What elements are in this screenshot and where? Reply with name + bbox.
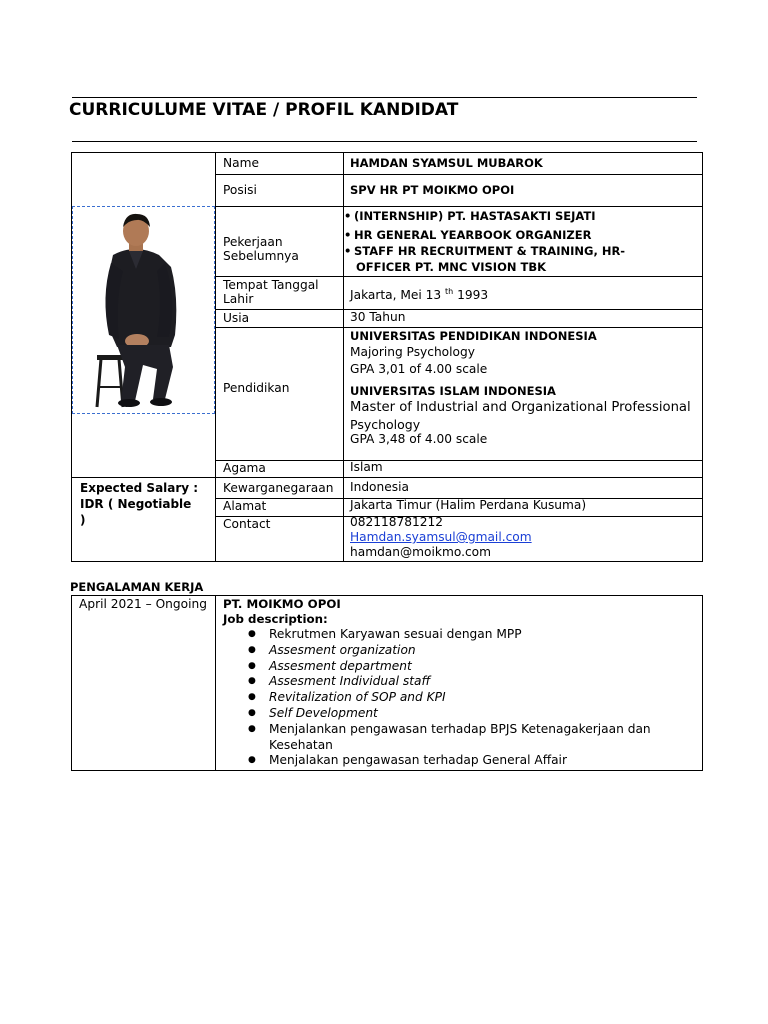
- age-value: 30 Tahun: [350, 310, 406, 324]
- prev-job-item-continued: OFFICER PT. MNC VISION TBK: [356, 260, 546, 274]
- row-line: [215, 460, 703, 461]
- title-underline: [72, 141, 697, 142]
- label-line: Pekerjaan: [223, 235, 283, 249]
- birth-place-date: Jakarta, Mei 13: [350, 288, 442, 303]
- duty-item: ● Assesment Individual staff: [242, 674, 702, 690]
- citizenship-label: Kewarganegaraan: [223, 481, 334, 495]
- birth-label: [223, 278, 319, 306]
- col-divider-1: [215, 153, 216, 562]
- experience-company: PT. MOIKMO OPOI: [223, 597, 341, 611]
- duty-item: ● Assesment department: [242, 659, 702, 675]
- name-value: HAMDAN SYAMSUL MUBAROK: [350, 156, 543, 170]
- row-line: [215, 174, 703, 175]
- school-major: Psychology: [350, 417, 421, 432]
- position-value: SPV HR PT MOIKMO OPOI: [350, 183, 515, 197]
- prev-job-item: • STAFF HR RECRUITMENT & TRAINING, HR-: [344, 244, 626, 258]
- page-title: CURRICULUME VITAE / PROFIL KANDIDAT: [69, 100, 459, 120]
- duty-item: ● Assesment organization: [242, 643, 702, 659]
- duties-list: [242, 627, 702, 769]
- salary-line: IDR ( Negotiable: [80, 497, 192, 511]
- prev-jobs-label: [223, 235, 299, 263]
- job-description-label: Job description:: [223, 612, 328, 626]
- experience-period: April 2021 – Ongoing: [79, 597, 207, 611]
- prev-job-item: • HR GENERAL YEARBOOK ORGANIZER: [344, 228, 592, 242]
- label-line: Lahir: [223, 292, 254, 306]
- school-major: Master of Industrial and Organizational Professional: [350, 400, 691, 415]
- duty-item: ● Rekrutmen Karyawan sesuai dengan MPP: [242, 627, 702, 643]
- row-line: [215, 309, 703, 310]
- exp-col-divider: [215, 596, 216, 771]
- duty-item: ● Self Development: [242, 706, 702, 722]
- top-rule: [72, 97, 697, 98]
- school-name: UNIVERSITAS PENDIDIKAN INDONESIA: [350, 329, 597, 343]
- row-line: [215, 327, 703, 328]
- prev-job-text: STAFF HR RECRUITMENT & TRAINING, HR-: [354, 244, 626, 258]
- school-major: Majoring Psychology: [350, 345, 475, 359]
- religion-label: Agama: [223, 461, 266, 475]
- duty-item: ● Revitalization of SOP and KPI: [242, 690, 702, 706]
- salary-line: Expected Salary :: [80, 481, 199, 495]
- age-label: Usia: [223, 311, 250, 325]
- prev-job-text: HR GENERAL YEARBOOK ORGANIZER: [354, 228, 592, 242]
- duty-item: ● Menjalankan pengawasan terhadap BPJS Ketenagakerjaan dan Kesehatan: [242, 722, 702, 754]
- education-label: Pendidikan: [223, 381, 290, 395]
- label-line: Sebelumnya: [223, 249, 299, 263]
- school-name: UNIVERSITAS ISLAM INDONESIA: [350, 384, 556, 398]
- contact-value: [350, 515, 532, 560]
- email-link[interactable]: Hamdan.syamsul@gmail.com: [350, 530, 532, 544]
- email-text: hamdan@moikmo.com: [350, 545, 491, 559]
- birth-year: 1993: [457, 288, 489, 303]
- prev-job-text: (INTERNSHIP) PT. HASTASAKTI SEJATI: [354, 209, 596, 223]
- school-gpa: GPA 3,48 of 4.00 scale: [350, 432, 488, 446]
- expected-salary: [80, 480, 210, 528]
- profile-table: [71, 152, 703, 562]
- birth-value: [350, 284, 488, 303]
- name-label: Name: [223, 156, 259, 170]
- school-gpa: GPA 3,01 of 4.00 scale: [350, 362, 488, 376]
- candidate-photo: [72, 206, 215, 414]
- salary-line: ): [80, 513, 86, 527]
- address-value: Jakarta Timur (Halim Perdana Kusuma): [350, 498, 587, 512]
- experience-heading: PENGALAMAN KERJA: [70, 580, 204, 594]
- birth-ordinal: th: [445, 287, 454, 296]
- phone-number: 082118781212: [350, 515, 444, 529]
- row-line: [72, 477, 703, 478]
- duty-item: ● Menjalakan pengawasan terhadap General Affair: [242, 753, 702, 769]
- address-label: Alamat: [223, 499, 267, 513]
- citizenship-value: Indonesia: [350, 480, 409, 494]
- prev-job-item: • (INTERNSHIP) PT. HASTASAKTI SEJATI: [344, 209, 596, 223]
- row-line: [215, 206, 703, 207]
- experience-table: [71, 595, 703, 771]
- row-line: [215, 276, 703, 277]
- contact-label: Contact: [223, 517, 271, 531]
- position-label: Posisi: [223, 183, 257, 197]
- label-line: Tempat Tanggal: [223, 278, 319, 292]
- religion-value: Islam: [350, 460, 383, 474]
- education-value: [350, 329, 691, 447]
